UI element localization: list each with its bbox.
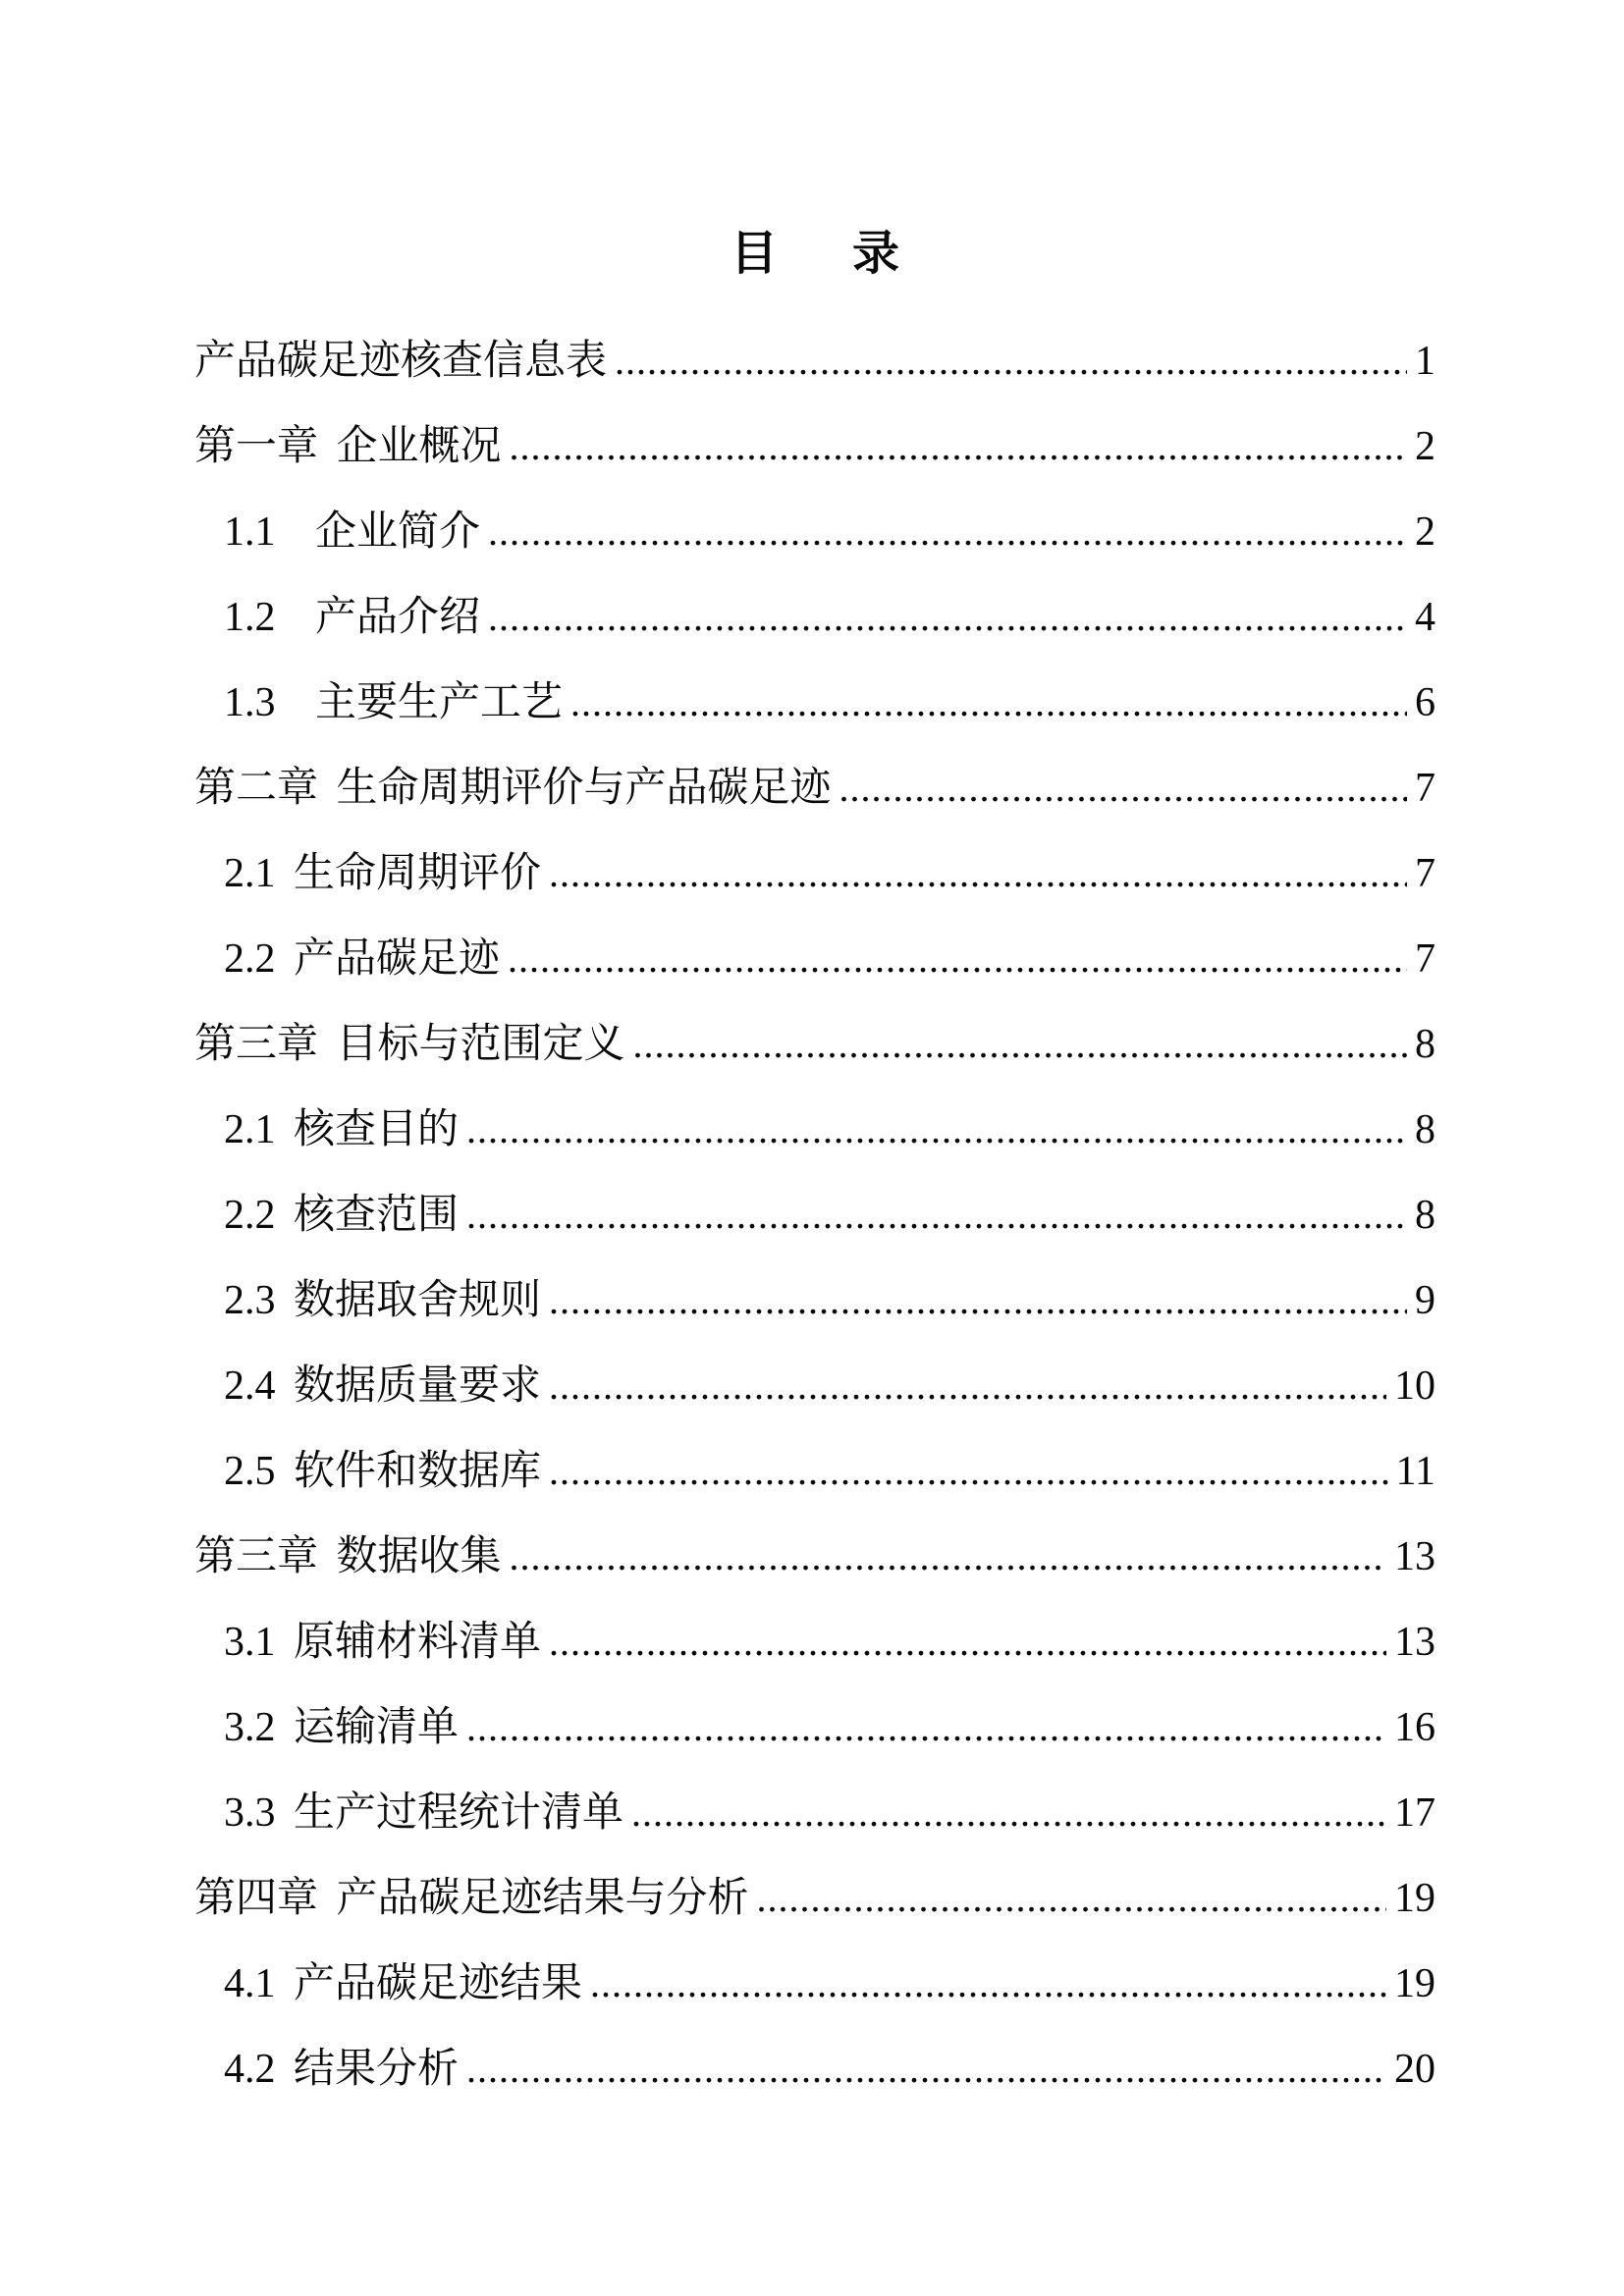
toc-page-number: 7	[1415, 766, 1435, 811]
toc-entry-label: 第一章 企业概况	[194, 424, 502, 469]
dot-leader	[488, 489, 1407, 574]
toc-entry	[194, 745, 1435, 830]
toc-entry-label: 第二章 生命周期评价与产品碳足迹	[194, 766, 832, 811]
dot-leader	[590, 1941, 1386, 2026]
dot-leader	[508, 916, 1407, 1001]
toc-entry-label: 产品碳足迹核查信息表	[194, 339, 608, 384]
toc-entry-label: 2.5 软件和数据库	[224, 1449, 542, 1494]
dot-leader	[549, 830, 1407, 916]
toc-entry-label: 1.1 企业简介	[224, 509, 481, 555]
toc-entry	[194, 1684, 1435, 1770]
toc-page-number: 4	[1415, 595, 1435, 640]
toc-entry	[194, 1087, 1435, 1172]
dot-leader	[631, 1770, 1386, 1855]
toc-page-number: 2	[1415, 424, 1435, 469]
dot-leader	[570, 660, 1407, 745]
toc-page-number: 19	[1394, 1961, 1435, 2006]
toc-page-number: 17	[1394, 1790, 1435, 1836]
toc-entry-label: 2.1 生命周期评价	[224, 851, 542, 896]
toc-entry-label: 3.2 运输清单	[224, 1705, 460, 1750]
toc-page-number: 13	[1394, 1620, 1435, 1665]
dot-leader	[466, 2026, 1386, 2111]
toc-entry-label: 4.1 产品碳足迹结果	[224, 1961, 583, 2006]
toc-entry	[194, 1855, 1435, 1941]
dot-leader	[549, 1428, 1388, 1514]
toc-entry-label: 第四章 产品碳足迹结果与分析	[194, 1876, 749, 1921]
page-title: 目 录	[730, 228, 899, 280]
toc-entry	[194, 1514, 1435, 1599]
toc-entry	[194, 1172, 1435, 1257]
toc-entry-label: 3.1 原辅材料清单	[224, 1620, 542, 1665]
toc-entry	[194, 1599, 1435, 1684]
dot-leader	[488, 574, 1407, 660]
toc-entry-label: 第三章 数据收集	[194, 1534, 502, 1579]
toc-entry-label: 2.4 数据质量要求	[224, 1363, 542, 1409]
toc-page-number: 8	[1415, 1107, 1435, 1152]
toc-page-number: 20	[1394, 2047, 1435, 2092]
toc-entry-label: 2.3 数据取舍规则	[224, 1278, 542, 1323]
toc-page-number: 10	[1394, 1363, 1435, 1409]
toc-entry	[194, 916, 1435, 1001]
toc-entry	[194, 318, 1435, 403]
toc-entry-label: 2.2 产品碳足迹	[224, 936, 501, 982]
dot-leader	[466, 1087, 1407, 1172]
dot-leader	[633, 1001, 1407, 1087]
toc-entry	[194, 403, 1435, 489]
toc-entry	[194, 489, 1435, 574]
toc-entry	[194, 1941, 1435, 2026]
toc-page-number: 1	[1415, 339, 1435, 384]
dot-leader	[510, 403, 1407, 489]
toc-page-number: 11	[1395, 1449, 1435, 1494]
toc-entry-label: 4.2 结果分析	[224, 2047, 460, 2092]
dot-leader	[466, 1684, 1386, 1770]
toc-entry	[194, 574, 1435, 660]
toc-page-number: 6	[1415, 680, 1435, 725]
toc-page-number: 19	[1394, 1876, 1435, 1921]
dot-leader	[549, 1257, 1407, 1343]
dot-leader	[466, 1172, 1407, 1257]
toc-page-number: 16	[1394, 1705, 1435, 1750]
toc-page-number: 7	[1415, 851, 1435, 896]
toc-page-number: 9	[1415, 1278, 1435, 1323]
toc-page-number: 8	[1415, 1193, 1435, 1238]
dot-leader	[615, 318, 1407, 403]
toc-entry	[194, 1257, 1435, 1343]
toc-entry-label: 第三章 目标与范围定义	[194, 1022, 625, 1067]
toc-entry	[194, 1343, 1435, 1428]
toc-entry-label: 2.1 核查目的	[224, 1107, 460, 1152]
toc-entry-label: 1.3 主要生产工艺	[224, 680, 564, 725]
toc-list	[194, 318, 1435, 2111]
toc-entry-label: 2.2 核查范围	[224, 1193, 460, 1238]
toc-page-number: 2	[1415, 509, 1435, 555]
toc-entry	[194, 1770, 1435, 1855]
toc-entry-label: 1.2 产品介绍	[224, 595, 481, 640]
dot-leader	[549, 1343, 1386, 1428]
toc-page-number: 7	[1415, 936, 1435, 982]
dot-leader	[510, 1514, 1386, 1599]
dot-leader	[839, 745, 1407, 830]
toc-entry	[194, 1001, 1435, 1087]
toc-page-number: 8	[1415, 1022, 1435, 1067]
toc-entry	[194, 1428, 1435, 1514]
toc-entry	[194, 2026, 1435, 2111]
toc-page-number: 13	[1394, 1534, 1435, 1579]
toc-entry-label: 3.3 生产过程统计清单	[224, 1790, 624, 1836]
dot-leader	[757, 1855, 1386, 1941]
toc-entry	[194, 830, 1435, 916]
toc-entry	[194, 660, 1435, 745]
dot-leader	[549, 1599, 1386, 1684]
